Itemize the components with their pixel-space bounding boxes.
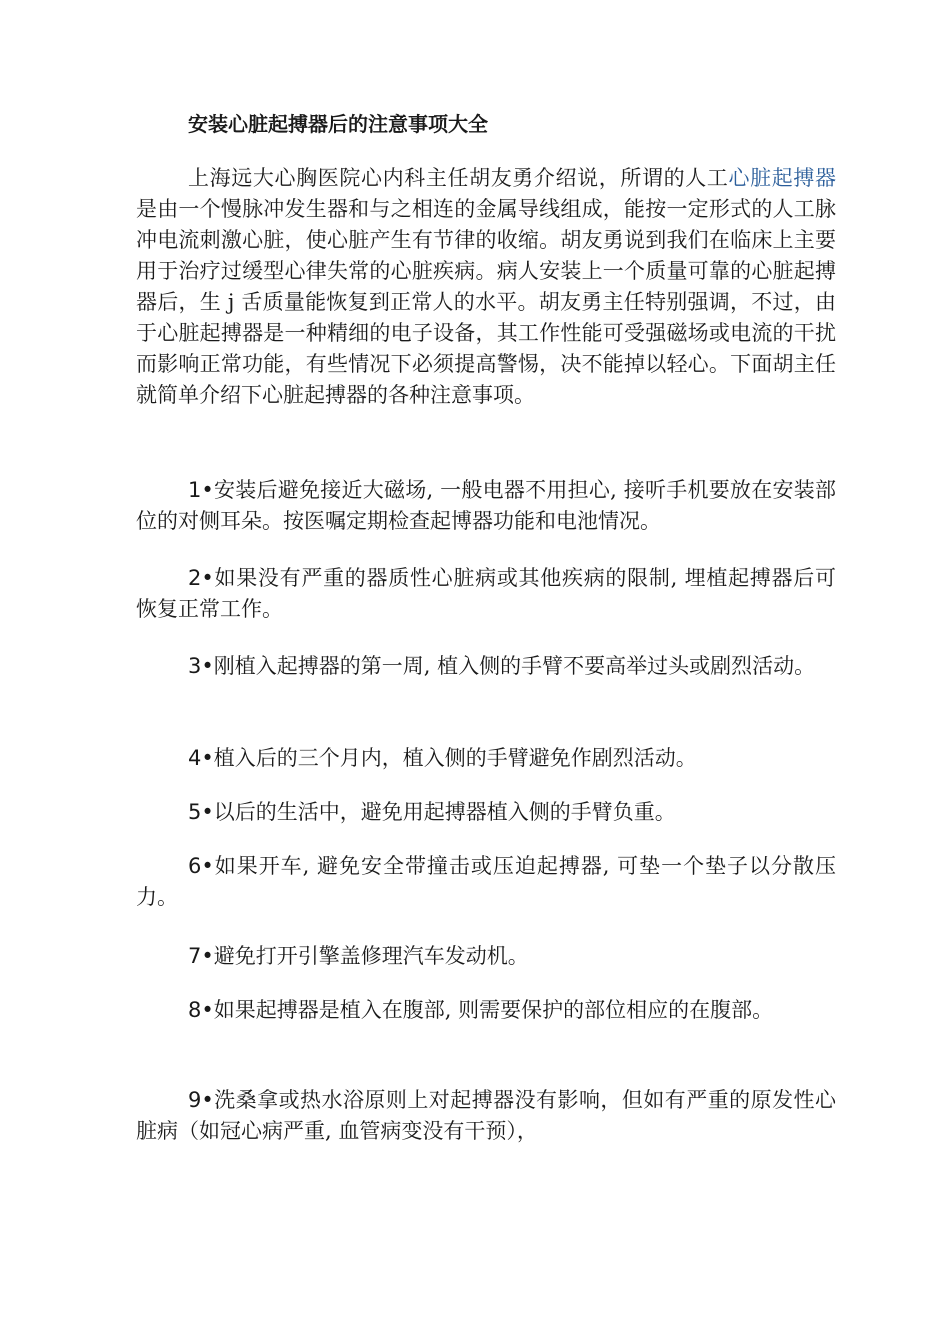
list-item-1 bbox=[136, 475, 836, 537]
item-text: 植入后的三个月内，植入侧的手臂避免作剧烈活动。 bbox=[213, 746, 697, 770]
intro-text-before: 上海远大心胸医院心内科主任胡友勇介绍说，所谓的人工 bbox=[188, 166, 729, 190]
item-number: 1• bbox=[188, 478, 214, 502]
item-text: 以后的生活中，避免用起搏器植入侧的手臂负重。 bbox=[213, 800, 676, 824]
item-text: 如果没有严重的器质性心脏病或其他疾病的限制, 埋植起搏器后可恢复正常工作。 bbox=[136, 566, 836, 621]
item-text: 如果开车, 避免安全带撞击或压迫起搏器, 可垫一个垫子以分散压力。 bbox=[136, 854, 836, 909]
list-item-9 bbox=[136, 1085, 836, 1147]
item-number: 7• bbox=[188, 944, 214, 968]
list-item-2 bbox=[136, 563, 836, 625]
item-text: 洗桑拿或热水浴原则上对起搏器没有影响，但如有严重的原发性心脏病（如冠心病严重, 血管病变没有干预）， bbox=[136, 1088, 836, 1143]
list-item-7 bbox=[136, 941, 836, 972]
list-item-6 bbox=[136, 851, 836, 913]
item-number: 4• bbox=[188, 746, 214, 770]
item-text: 安装后避免接近大磁场, 一般电器不用担心, 接听手机要放在安装部位的对侧耳朵。按医嘱定期检查起博器功能和电池情况。 bbox=[136, 478, 836, 533]
item-number: 2• bbox=[188, 566, 214, 590]
item-number: 3• bbox=[188, 654, 214, 678]
item-number: 9• bbox=[188, 1088, 214, 1112]
item-number: 8• bbox=[188, 998, 214, 1022]
item-text: 刚植入起搏器的第一周, 植入侧的手臂不要高举过头或剧烈活动。 bbox=[213, 654, 816, 678]
item-number: 6• bbox=[188, 854, 214, 878]
item-number: 5• bbox=[188, 800, 214, 824]
list-item-3 bbox=[136, 651, 836, 682]
item-text: 如果起搏器是植入在腹部, 则需要保护的部位相应的在腹部。 bbox=[213, 998, 774, 1022]
pacemaker-link[interactable]: 心脏起搏器 bbox=[728, 166, 836, 190]
list-item-4 bbox=[136, 743, 836, 774]
document-title: 安装心脏起搏器后的注意事项大全 bbox=[188, 112, 488, 136]
intro-text-after: 是由一个慢脉冲发生器和与之相连的金属导线组成，能按一定形式的人工脉冲电流刺激心脏，使心脏产生有节律的收缩。胡友勇说到我们在临床上主要用于治疗过缓型心律失常的心脏疾病。病人安装上一个质量可靠的心脏起搏器后，生 j 舌质量能恢复到正常人的水平。胡友勇主任特别强调，不过，由于心脏起搏器是一种精细的电子设备，其工作性能可受强磁场或电流的干扰而影响正常功能，有些情况下必须提高警惕，决不能掉以轻心。下面胡主任就简单介绍下心脏起搏器的各种注意事项。 bbox=[136, 197, 836, 407]
intro-paragraph bbox=[136, 163, 836, 411]
item-text: 避免打开引擎盖修理汽车发动机。 bbox=[213, 944, 529, 968]
list-item-5 bbox=[136, 797, 836, 828]
list-item-8 bbox=[136, 995, 836, 1026]
